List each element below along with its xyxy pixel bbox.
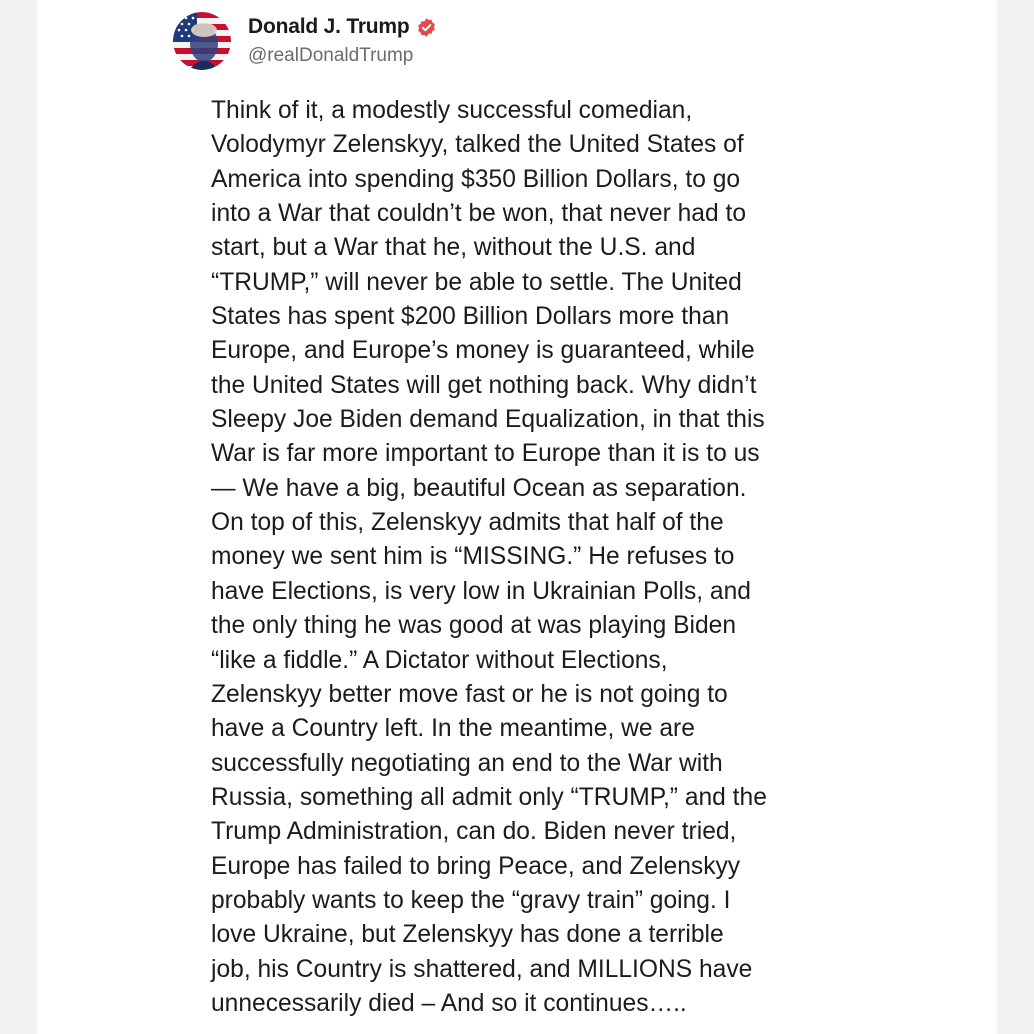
post-line: On top of this, Zelenskyy admits that half of the xyxy=(211,509,724,537)
post-line: “TRUMP,” will never be able to settle. The United xyxy=(211,268,742,296)
post-line: probably wants to keep the “gravy train” going. I xyxy=(211,886,731,914)
handle[interactable]: @realDonaldTrump xyxy=(248,45,414,66)
name-row xyxy=(248,15,437,39)
post-line: War is far more important to Europe than it is to us xyxy=(211,440,760,468)
author-identity xyxy=(248,15,437,67)
post-header xyxy=(173,10,437,72)
post-line: the United States will get nothing back. Why didn’t xyxy=(211,371,757,399)
display-name[interactable]: Donald J. Trump xyxy=(248,15,410,38)
post-body xyxy=(211,94,851,1021)
post-line: “like a fiddle.” A Dictator without Elections, xyxy=(211,646,668,674)
avatar[interactable] xyxy=(173,12,231,70)
post-line: start, but a War that he, without the U.S. and xyxy=(211,234,696,262)
post-line: money we sent him is “MISSING.” He refuses to xyxy=(211,543,735,571)
post-line: Zelenskyy better move fast or he is not going to xyxy=(211,680,728,708)
avatar-image xyxy=(173,12,231,70)
post-line: Europe has failed to bring Peace, and Zelenskyy xyxy=(211,852,741,880)
post-line: unnecessarily died – And so it continues….. xyxy=(211,989,687,1017)
post-line: into a War that couldn’t be won, that never had to xyxy=(211,200,747,228)
post-line: job, his Country is shattered, and MILLIONS have xyxy=(211,955,753,983)
post-line: Russia, something all admit only “TRUMP,” and the xyxy=(211,783,767,811)
post-line: Sleepy Joe Biden demand Equalization, in that this xyxy=(211,406,765,434)
post-line: — We have a big, beautiful Ocean as separation. xyxy=(211,474,747,502)
post-line: Europe, and Europe’s money is guaranteed, while xyxy=(211,337,755,365)
post-line: States has spent $200 Billion Dollars more than xyxy=(211,303,730,331)
post-line: Trump Administration, can do. Biden never tried, xyxy=(211,818,737,846)
verified-badge-icon xyxy=(416,17,437,38)
post-line: have Elections, is very low in Ukrainian Polls, and xyxy=(211,577,751,605)
post-line: successfully negotiating an end to the War with xyxy=(211,749,723,777)
post-line: have a Country left. In the meantime, we are xyxy=(211,715,695,743)
post-line: America into spending $350 Billion Dollars, to go xyxy=(211,165,741,193)
post-line: Think of it, a modestly successful comedian, xyxy=(211,97,693,124)
post-line: love Ukraine, but Zelenskyy has done a terrible xyxy=(211,921,724,949)
post-line: the only thing he was good at was playing Biden xyxy=(211,612,737,640)
post-line: Volodymyr Zelenskyy, talked the United States of xyxy=(211,131,744,159)
